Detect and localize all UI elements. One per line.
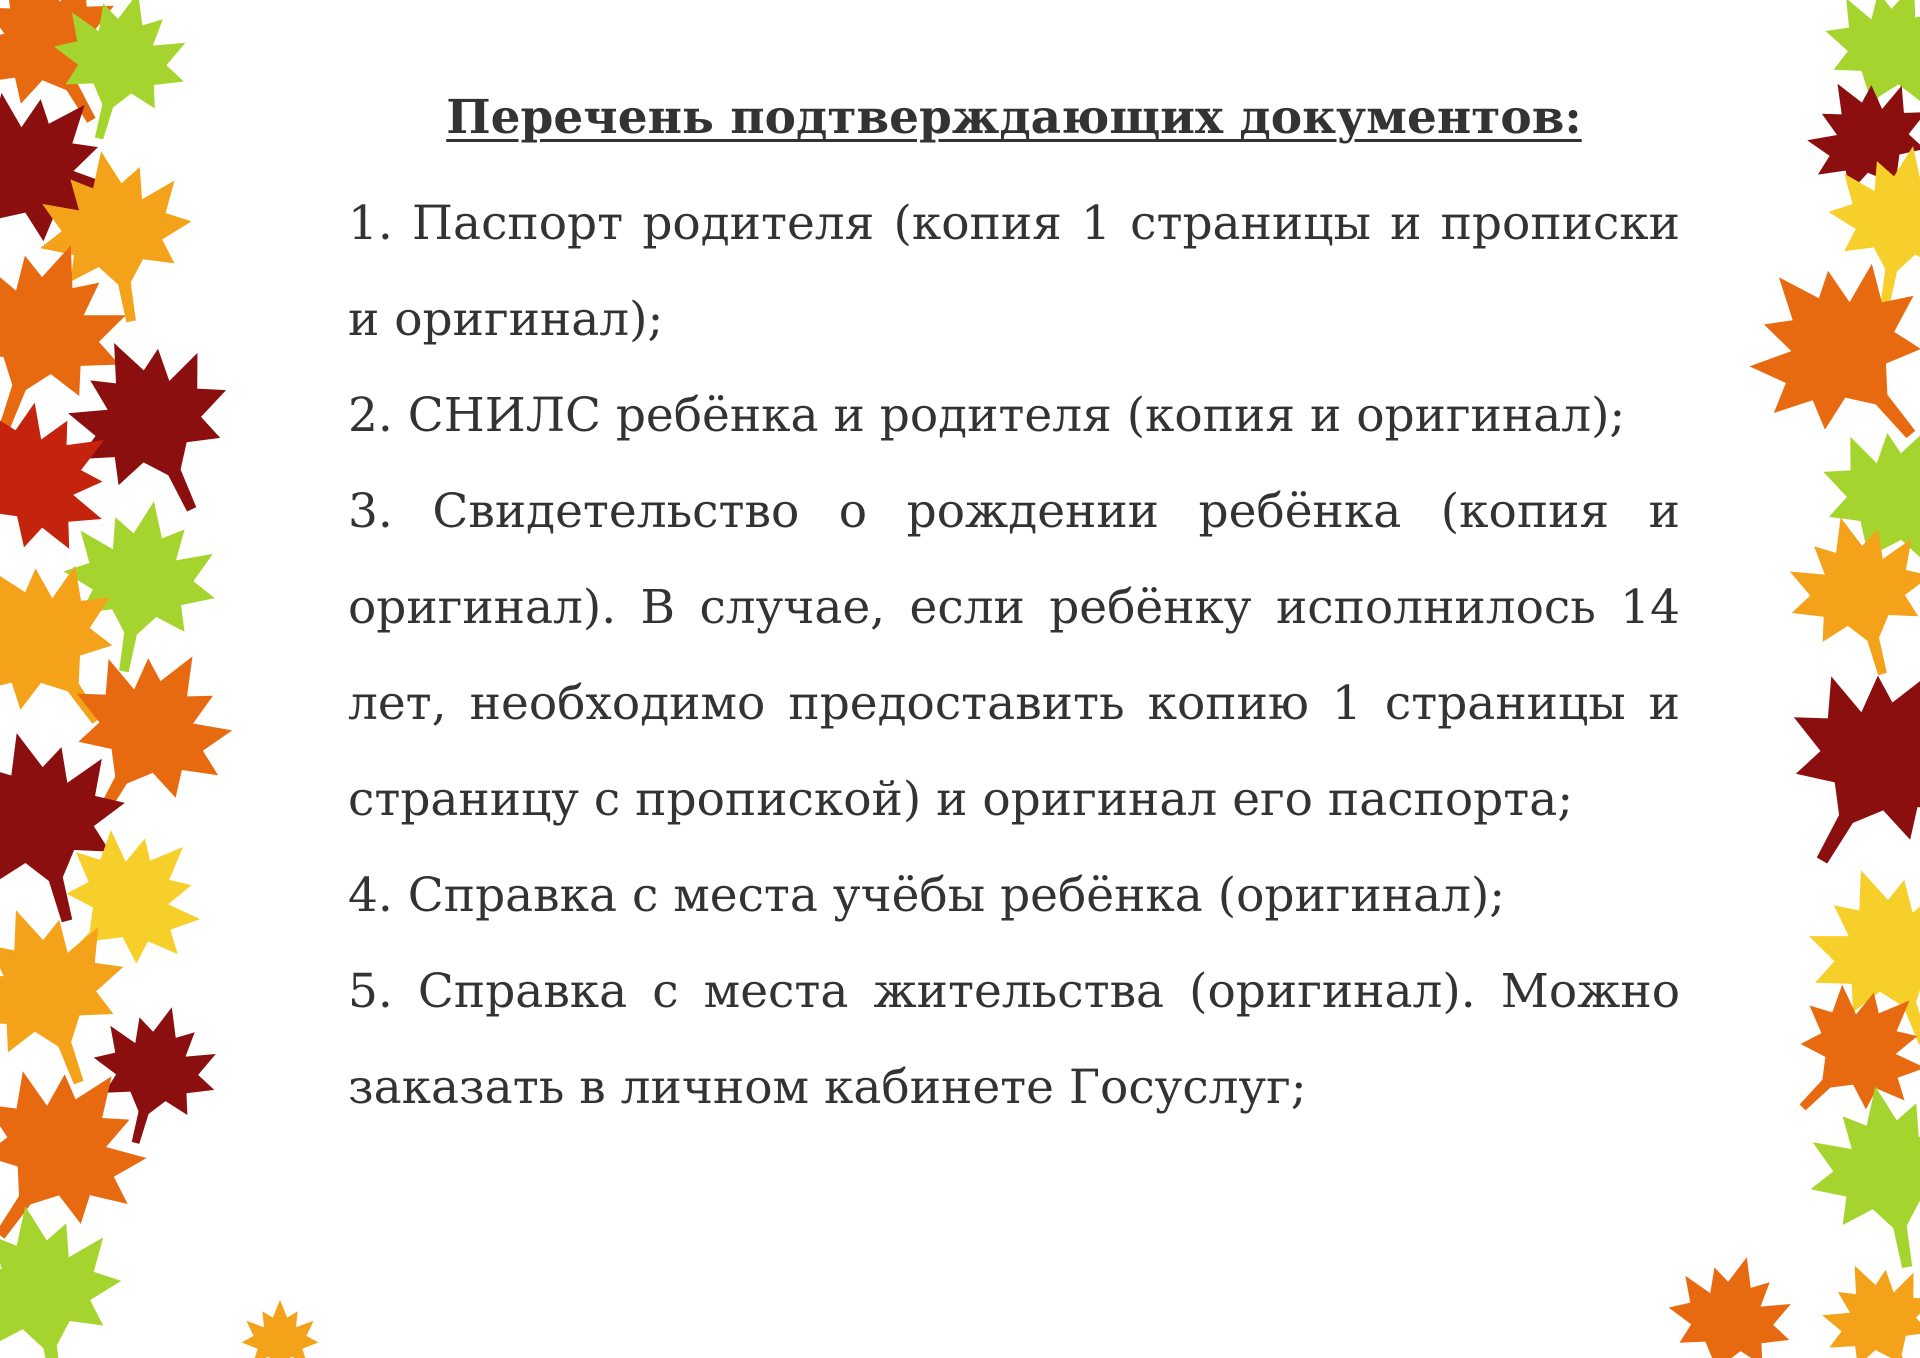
list-item: 4. Справка с места учёбы ребёнка (оригинал); bbox=[348, 868, 1506, 923]
maple-leaf-icon bbox=[0, 0, 158, 159]
maple-leaf-icon bbox=[0, 373, 143, 592]
maple-leaf-icon bbox=[0, 1192, 137, 1358]
maple-leaf-icon bbox=[1755, 953, 1920, 1155]
maple-leaf-icon bbox=[1814, 134, 1920, 319]
maple-leaf-icon bbox=[1786, 395, 1920, 617]
list-item: 2. СНИЛС ребёнка и родителя (копия и оригинал); bbox=[348, 388, 1626, 443]
maple-leaf-icon bbox=[48, 488, 229, 685]
maple-leaf-icon bbox=[0, 1027, 182, 1285]
maple-leaf-icon bbox=[1784, 842, 1920, 1070]
page-title: Перечень подтверждающих документов: bbox=[446, 90, 1582, 145]
left-leaf-cluster bbox=[0, 0, 318, 1358]
maple-leaf-icon bbox=[25, 138, 206, 335]
documents-list bbox=[348, 176, 1680, 1136]
maple-leaf-icon bbox=[34, 0, 203, 156]
maple-leaf-icon bbox=[75, 991, 232, 1159]
maple-leaf-icon bbox=[30, 616, 263, 857]
maple-leaf-icon bbox=[242, 1300, 319, 1358]
maple-leaf-icon bbox=[0, 882, 155, 1110]
list-item: 3. Свидетельство о рождении ребёнка (копия и оригинал). В случае, если ребёнку исполнилось 14 лет, необходимо предоставить копию 1 страницы и страницу с пропиской) и оригинал его паспорта; bbox=[348, 484, 1680, 827]
list-item: 1. Паспорт родителя (копия 1 страницы и прописки и оригинал); bbox=[348, 196, 1680, 347]
list-item: 5. Справка с места жительства (оригинал). Можно заказать в личном кабинете Госуслуг; bbox=[348, 964, 1680, 1115]
maple-leaf-icon bbox=[0, 216, 152, 458]
maple-leaf-icon bbox=[1795, 1072, 1920, 1281]
maple-leaf-icon bbox=[0, 52, 147, 298]
maple-leaf-icon bbox=[18, 796, 234, 1012]
maple-leaf-icon bbox=[1771, 499, 1920, 693]
maple-leaf-icon bbox=[1709, 219, 1920, 493]
maple-leaf-icon bbox=[1802, 1241, 1920, 1358]
maple-leaf-icon bbox=[0, 524, 163, 768]
maple-leaf-icon bbox=[0, 711, 150, 943]
maple-leaf-icon bbox=[1650, 1241, 1807, 1358]
maple-leaf-icon bbox=[1739, 625, 1920, 908]
maple-leaf-icon bbox=[1783, 53, 1920, 237]
maple-leaf-icon bbox=[1799, 0, 1920, 149]
maple-leaf-icon bbox=[40, 308, 266, 543]
document-content bbox=[348, 60, 1680, 1136]
right-leaf-cluster bbox=[1650, 0, 1920, 1358]
